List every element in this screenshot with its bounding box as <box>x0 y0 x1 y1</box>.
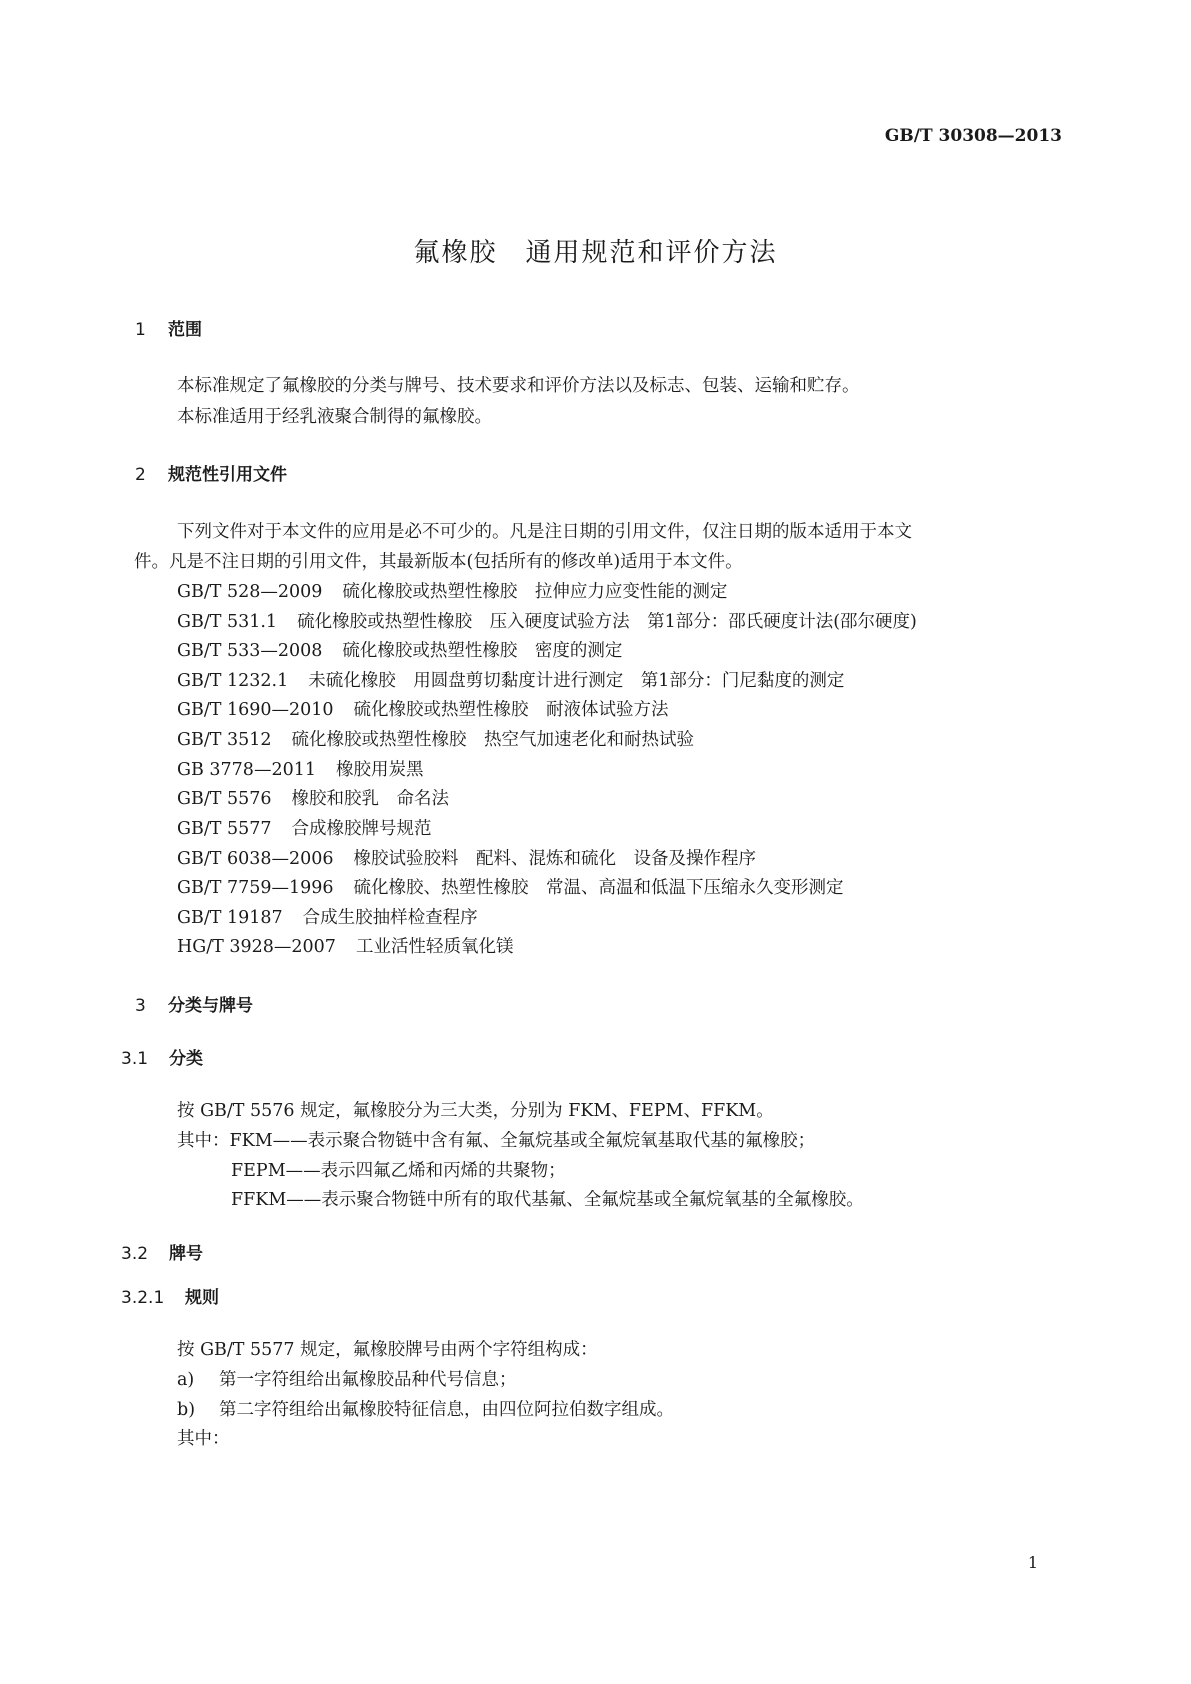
page-number: 1 <box>1027 1553 1038 1572</box>
reference-title: 硫化橡胶或热塑性橡胶 密度的测定 <box>342 641 623 661</box>
reference-title: 合成橡胶牌号规范 <box>291 819 432 839</box>
section-number: 3.2 <box>121 1244 149 1264</box>
reference-item <box>177 637 622 662</box>
list-item-text: 第二字符组给出氟橡胶特征信息，由四位阿拉伯数字组成。 <box>219 1400 674 1420</box>
reference-title: 橡胶试验胶料 配料、混炼和硫化 设备及操作程序 <box>353 849 757 869</box>
reference-title: 硫化橡胶或热塑性橡胶 拉伸应力应变性能的测定 <box>342 582 728 602</box>
reference-item <box>177 785 449 810</box>
reference-code: GB/T 19187 <box>177 908 283 928</box>
list-marker: a) <box>177 1370 195 1390</box>
paragraph: 件。凡是不注日期的引用文件，其最新版本(包括所有的修改单)适用于本文件。 <box>134 552 743 572</box>
reference-code: HG/T 3928—2007 <box>177 937 336 957</box>
document-title: 氟橡胶 通用规范和评价方法 <box>413 238 778 268</box>
reference-item <box>177 696 669 721</box>
reference-item <box>177 578 727 603</box>
standard-code: GB/T 30308—2013 <box>884 126 1062 146</box>
reference-title: 硫化橡胶或热塑性橡胶 压入硬度试验方法 第1部分：邵氏硬度计法(邵尔硬度) <box>297 612 917 632</box>
reference-code: GB/T 7759—1996 <box>177 878 334 898</box>
paragraph: FEPM——表示四氟乙烯和丙烯的共聚物； <box>231 1161 566 1181</box>
reference-title: 合成生胶抽样检查程序 <box>302 908 478 928</box>
paragraph: 下列文件对于本文件的应用是必不可少的。凡是注日期的引用文件，仅注日期的版本适用于本文 <box>177 522 912 542</box>
section-title: 分类 <box>169 1049 203 1069</box>
section-number: 1 <box>135 320 146 340</box>
reference-item <box>177 845 756 870</box>
list-marker: b) <box>177 1400 196 1420</box>
reference-title: 硫化橡胶、热塑性橡胶 常温、高温和低温下压缩永久变形测定 <box>353 878 844 898</box>
list-item-text: 第一字符组给出氟橡胶品种代号信息； <box>219 1370 517 1390</box>
paragraph: 其中：FKM——表示聚合物链中含有氟、全氟烷基或全氟烷氧基取代基的氟橡胶； <box>177 1131 816 1151</box>
reference-item <box>177 667 844 692</box>
reference-code: GB/T 6038—2006 <box>177 849 334 869</box>
subsection-3-1-heading <box>121 1044 203 1069</box>
reference-title: 橡胶用炭黑 <box>335 760 424 780</box>
reference-code: GB/T 1690—2010 <box>177 700 334 720</box>
reference-code: GB/T 531.1 <box>177 612 278 632</box>
section-number: 3 <box>135 996 146 1016</box>
reference-code: GB/T 533—2008 <box>177 641 323 661</box>
reference-title: 硫化橡胶或热塑性橡胶 耐液体试验方法 <box>353 700 669 720</box>
reference-title: 未硫化橡胶 用圆盘剪切黏度计进行测定 第1部分：门尼黏度的测定 <box>308 671 845 691</box>
reference-code: GB 3778—2011 <box>177 760 316 780</box>
paragraph: 按 GB/T 5577 规定，氟橡胶牌号由两个字符组构成： <box>177 1340 598 1360</box>
reference-item <box>177 933 513 958</box>
paragraph: 本标准规定了氟橡胶的分类与牌号、技术要求和评价方法以及标志、包装、运输和贮存。 <box>177 376 860 396</box>
section-number: 3.1 <box>121 1049 149 1069</box>
reference-code: GB/T 5576 <box>177 789 272 809</box>
section-number: 3.2.1 <box>121 1288 165 1308</box>
section-title: 牌号 <box>169 1244 203 1264</box>
reference-item <box>177 726 694 751</box>
list-item-b <box>177 1396 674 1421</box>
section-title: 规则 <box>185 1288 219 1308</box>
section-title: 规范性引用文件 <box>168 465 287 485</box>
paragraph: 按 GB/T 5576 规定，氟橡胶分为三大类，分别为 FKM、FEPM、FFKM。 <box>177 1101 774 1121</box>
reference-code: GB/T 1232.1 <box>177 671 289 691</box>
reference-item <box>177 608 917 633</box>
reference-item <box>177 874 844 899</box>
paragraph: 其中： <box>177 1429 230 1449</box>
reference-title: 硫化橡胶或热塑性橡胶 热空气加速老化和耐热试验 <box>291 730 695 750</box>
section-2-heading <box>135 460 287 485</box>
section-title: 分类与牌号 <box>168 996 253 1016</box>
section-title: 范围 <box>168 320 202 340</box>
list-item-a <box>177 1366 517 1391</box>
subsection-3-2-heading <box>121 1239 203 1264</box>
paragraph: FFKM——表示聚合物链中所有的取代基氟、全氟烷基或全氟烷氧基的全氟橡胶。 <box>231 1190 864 1210</box>
paragraph: 本标准适用于经乳液聚合制得的氟橡胶。 <box>177 407 492 427</box>
reference-title: 工业活性轻质氧化镁 <box>355 937 514 957</box>
section-number: 2 <box>135 465 146 485</box>
reference-code: GB/T 528—2009 <box>177 582 323 602</box>
reference-item <box>177 815 432 840</box>
section-3-heading <box>135 991 253 1016</box>
reference-title: 橡胶和胶乳 命名法 <box>291 789 450 809</box>
reference-code: GB/T 5577 <box>177 819 272 839</box>
subsection-3-2-1-heading <box>121 1283 219 1308</box>
reference-code: GB/T 3512 <box>177 730 272 750</box>
section-1-heading <box>135 315 202 340</box>
reference-item <box>177 904 478 929</box>
reference-item <box>177 756 423 781</box>
